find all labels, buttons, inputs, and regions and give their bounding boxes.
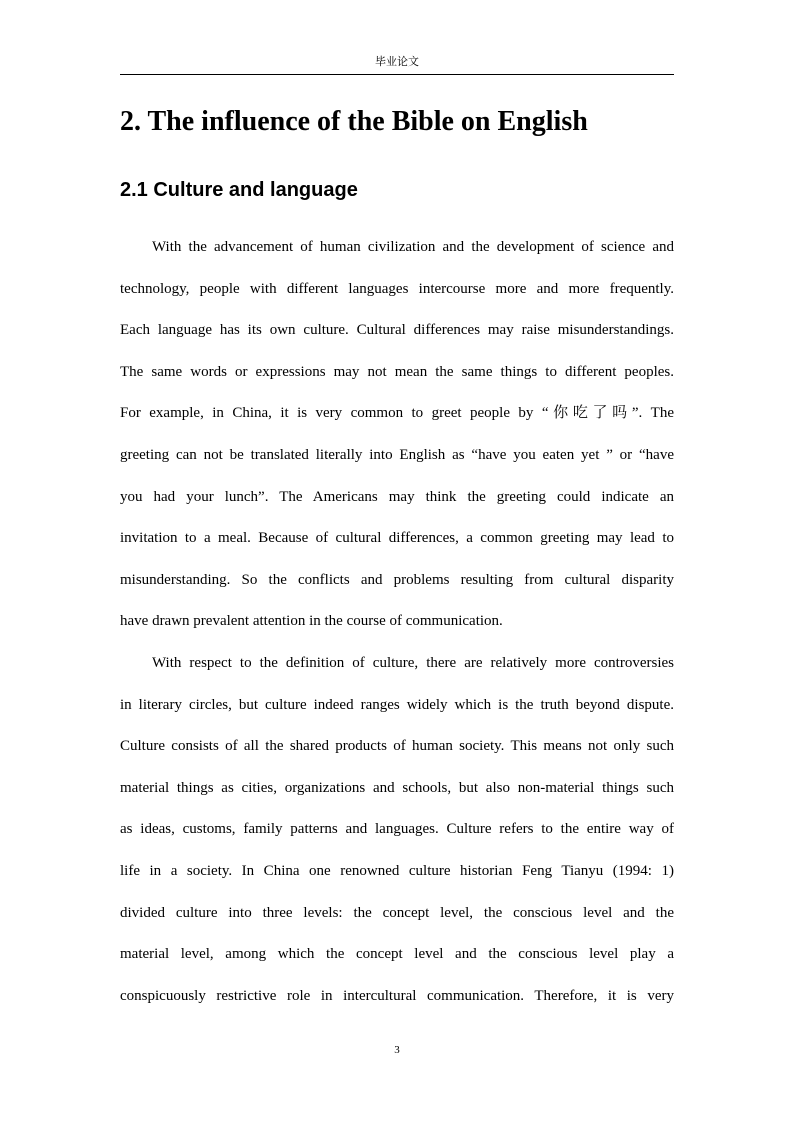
header-divider [120,74,674,75]
text-line: For example, in China, it is very common to greet people by “你吃了吗”. The [120,405,674,422]
paragraph [120,643,674,1017]
text-line: With the advancement of human civilization and the development of science and [152,239,674,255]
text-line: in literary circles, but culture indeed ranges widely which is the truth beyond dispute. [120,696,674,713]
text-line: The same words or expressions may not mean the same things to different peoples. [120,363,674,380]
text-line: as ideas, customs, family patterns and languages. Culture refers to the entire way of [120,821,674,838]
text-line: technology, people with different languages intercourse more and more frequently. [120,280,674,297]
body-text [120,227,674,1017]
page-title: 2. The influence of the Bible on English [120,106,588,137]
paragraph [120,227,674,643]
text-line: conspicuously restrictive role in intercultural communication. Therefore, it is very [120,987,674,1004]
text-line: material level, among which the concept level and the conscious level play a [120,946,674,963]
text-line: divided culture into three levels: the concept level, the conscious level and the [120,904,674,921]
text-line: greeting can not be translated literally into English as “have you eaten yet ” or “have [120,446,674,463]
text-line: you had your lunch”. The Americans may think the greeting could indicate an [120,488,674,505]
text-line: material things as cities, organizations and schools, but also non-material things such [120,779,674,796]
text-line: Culture consists of all the shared products of human society. This means not only such [120,738,674,755]
text-line: life in a society. In China one renowned culture historian Feng Tianyu (1994: 1) [120,862,674,879]
text-line: have drawn prevalent attention in the course of communication. [120,613,503,630]
text-line: misunderstanding. So the conflicts and problems resulting from cultural disparity [120,571,674,588]
section-heading: 2.1 Culture and language [120,179,358,201]
page-number: 3 [394,1044,400,1056]
text-line: invitation to a meal. Because of cultural differences, a common greeting may lead to [120,530,674,547]
running-header: 毕业论文 [375,55,419,68]
text-line: Each language has its own culture. Cultural differences may raise misunderstandings. [120,322,674,339]
text-line: With respect to the definition of culture, there are relatively more controversies [152,654,674,671]
